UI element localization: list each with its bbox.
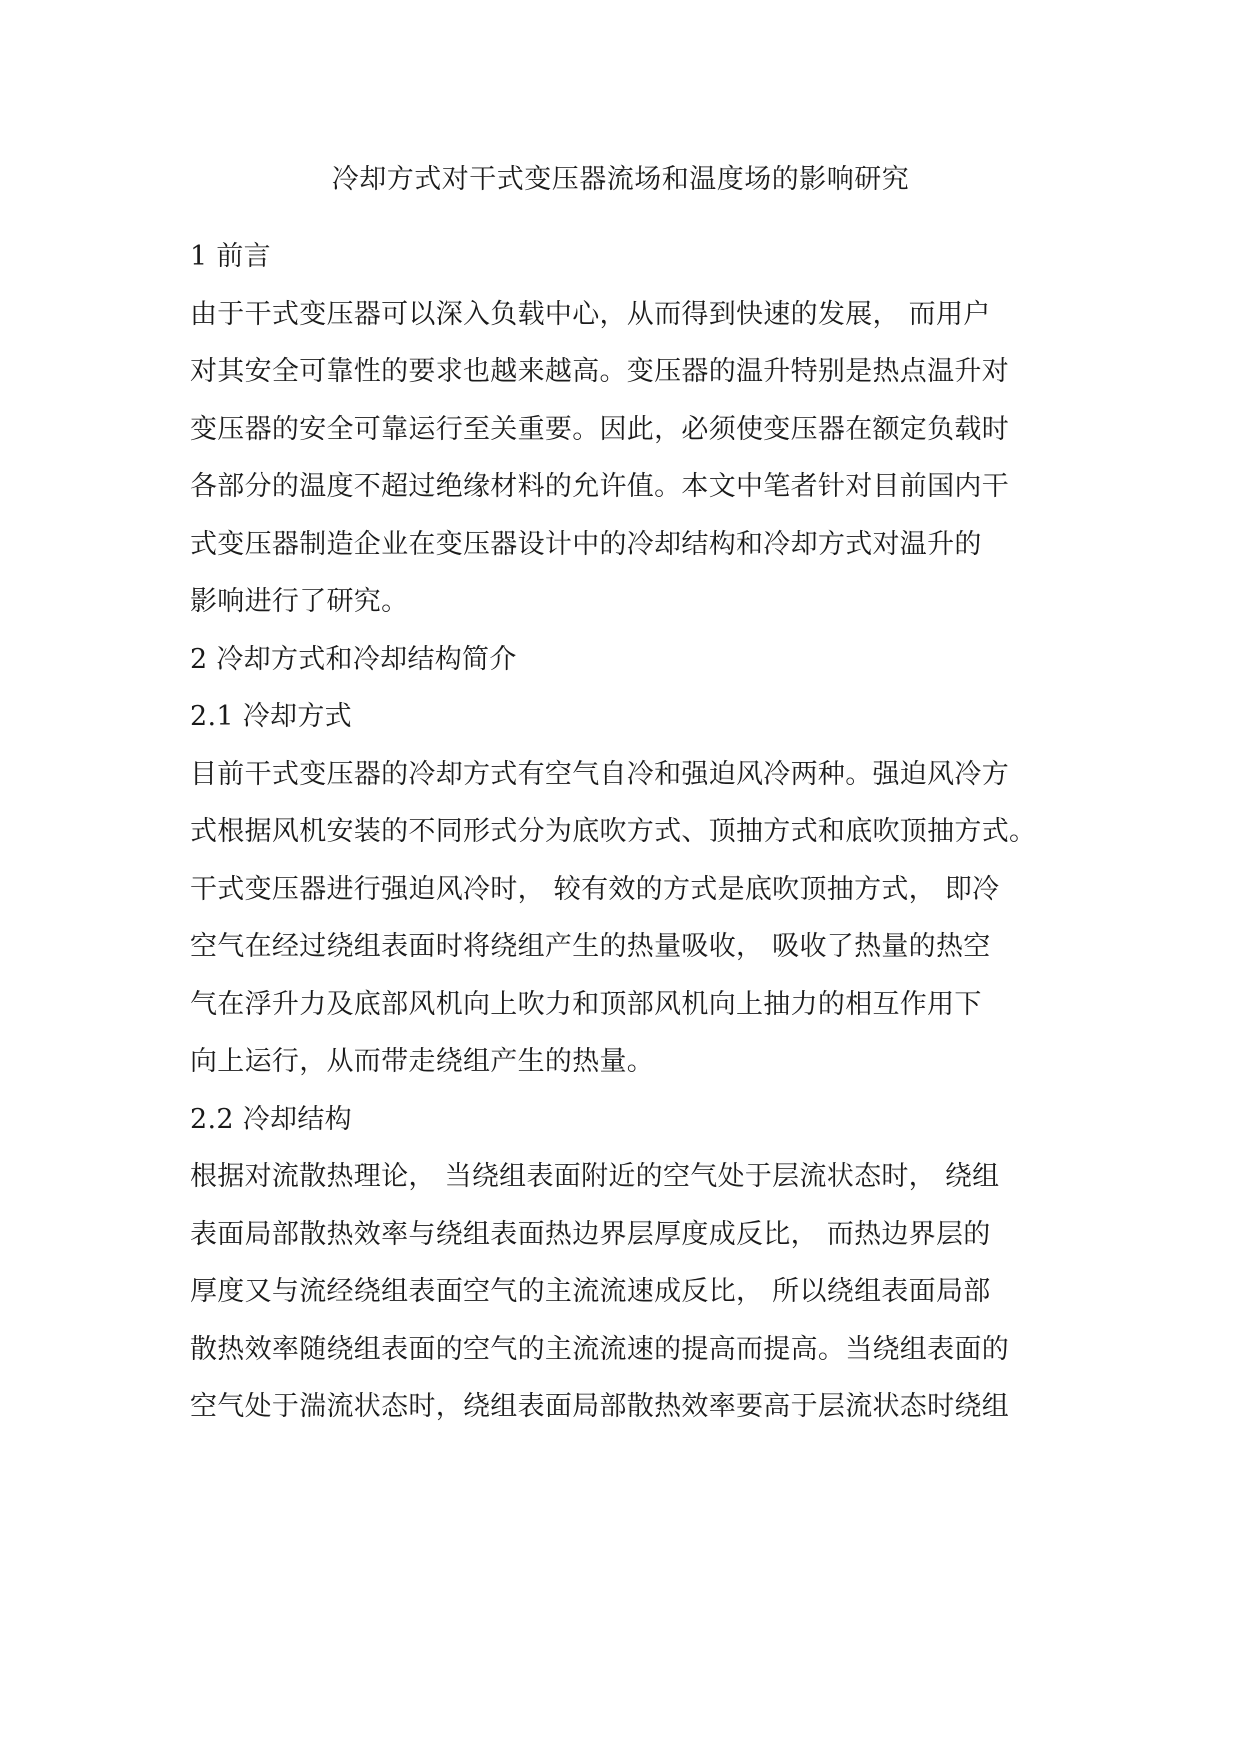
paragraph-line: 由于干式变压器可以深入负载中心，从而得到快速的发展， 而用户 (190, 298, 991, 330)
document-body (190, 228, 1060, 1436)
paragraph-line: 气在浮升力及底部风机向上吹力和顶部风机向上抽力的相互作用下 (190, 988, 982, 1020)
paragraph-line: 厚度又与流经绕组表面空气的主流流速成反比， 所以绕组表面局部 (190, 1276, 991, 1307)
paragraph-line: 式变压器制造企业在变压器设计中的冷却结构和冷却方式对温升的 (190, 528, 982, 560)
section-heading-2: 2 冷却方式和冷却结构简介 (190, 643, 517, 675)
paragraph-line: 对其安全可靠性的要求也越来越高。变压器的温升特别是热点温升对 (190, 356, 1009, 387)
paragraph-line: 各部分的温度不超过绝缘材料的允许值。本文中笔者针对目前国内干 (190, 471, 1009, 502)
paragraph-line: 干式变压器进行强迫风冷时， 较有效的方式是底吹顶抽方式， 即冷 (190, 873, 1000, 905)
paragraph-line: 向上运行，从而带走绕组产生的热量。 (190, 1046, 655, 1077)
paragraph-line: 式根据风机安装的不同形式分为底吹方式、顶抽方式和底吹顶抽方式。 (190, 816, 1037, 847)
document-title: 冷却方式对干式变压器流场和温度场的影响研究 (331, 164, 910, 195)
paragraph-line: 表面局部散热效率与绕组表面热边界层厚度成反比， 而热边界层的 (190, 1218, 991, 1250)
paragraph-line: 影响进行了研究。 (190, 586, 409, 617)
section-heading-1: 1 前言 (190, 241, 271, 272)
paragraph-line: 散热效率随绕组表面的空气的主流流速的提高而提高。当绕组表面的 (190, 1333, 1009, 1365)
subsection-heading-2-2: 2.2 冷却结构 (190, 1103, 352, 1135)
paragraph-line: 目前干式变压器的冷却方式有空气自冷和强迫风冷两种。强迫风冷方 (190, 758, 1009, 790)
paragraph-line: 空气在经过绕组表面时将绕组产生的热量吸收， 吸收了热量的热空 (190, 931, 991, 962)
subsection-heading-2-1: 2.1 冷却方式 (190, 701, 352, 732)
paragraph-line: 根据对流散热理论， 当绕组表面附近的空气处于层流状态时， 绕组 (190, 1161, 1000, 1192)
paragraph-line: 空气处于湍流状态时，绕组表面局部散热效率要高于层流状态时绕组 (190, 1391, 1009, 1422)
paragraph-line: 变压器的安全可靠运行至关重要。因此，必须使变压器在额定负载时 (190, 413, 1009, 445)
